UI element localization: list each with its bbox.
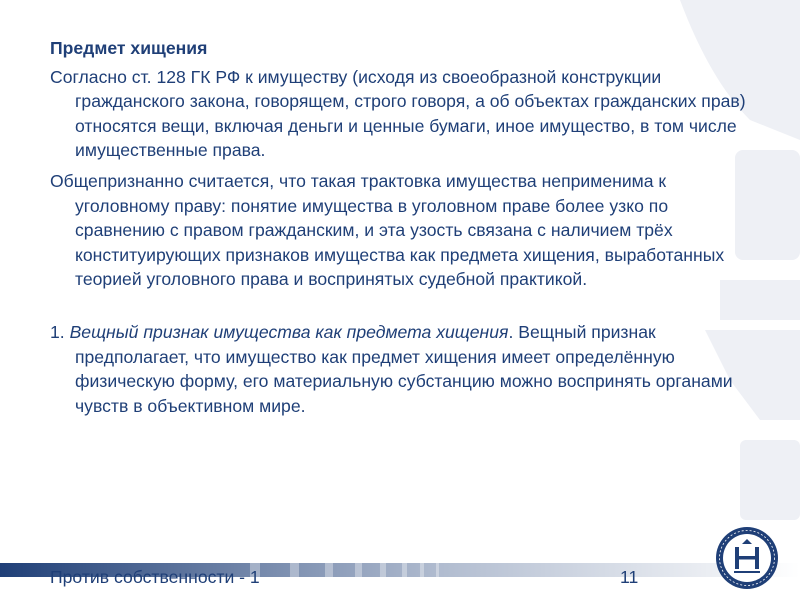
- footer-title: Против собственности - 1: [50, 567, 260, 587]
- slide-content: [50, 36, 760, 424]
- list-item-term: Вещный признак имущества как предмета хищения: [69, 321, 509, 342]
- paragraph-2: Общепризнанно считается, что такая трактовка имущества неприменима к уголовному праву: понятие имущества в уголовном праве более узко по сравнению с правом гражданским, и эта узость связана с наличием трёх конституирующих признаков имущества как предмета хищения, выработанных теорией уголовного права и воспринятых судебной практикой.: [50, 170, 725, 290]
- paragraph-1: Согласно ст. 128 ГК РФ к имуществу (исходя из своеобразной конструкции гражданского закона, говорящем, строго говоря, а об объектах гражданских прав) относятся вещи, включая деньги и ценные бумаги, иное имущество, в том числе имущественные права.: [50, 66, 746, 161]
- university-seal-icon: [714, 525, 780, 591]
- slide-heading: Предмет хищения: [50, 38, 208, 58]
- list-item-text: . Вещный признак предполагает, что имущество как предмет хищения имеет определённую физическую форму, его материальную субстанцию можно воспринять органами чувств в объективном мире.: [75, 321, 733, 416]
- list-item-number: 1.: [50, 321, 70, 342]
- list-item-1: [50, 320, 760, 418]
- page-number: 11: [620, 567, 639, 587]
